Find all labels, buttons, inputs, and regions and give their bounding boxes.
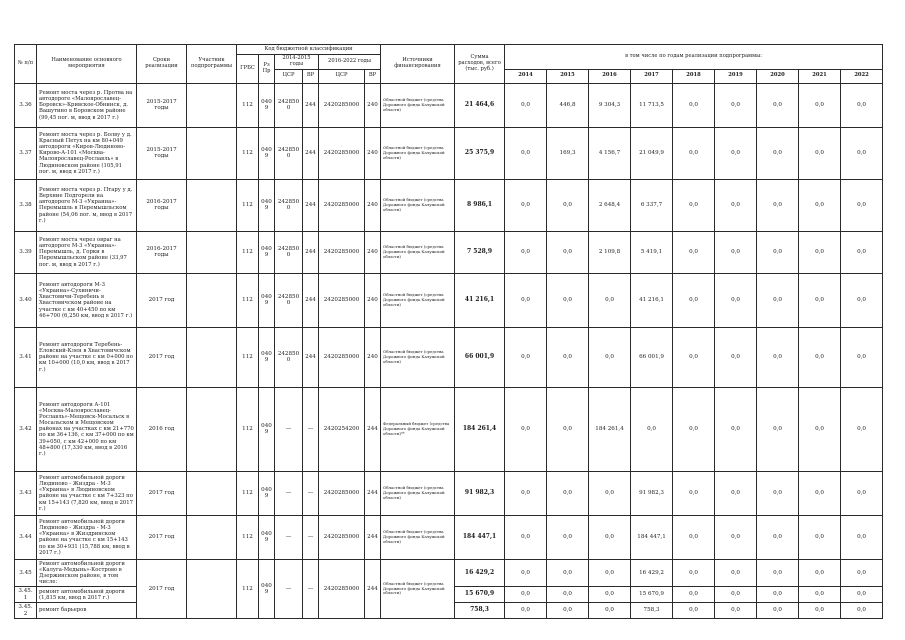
funding-source: Федеральный бюджет (средства Дорожного фонда Калужской области)** xyxy=(381,387,455,471)
total-sum: 21 464,6 xyxy=(455,83,505,127)
year-value: 0,0 xyxy=(757,387,799,471)
csr-code-2016: 2420285000 xyxy=(319,471,365,515)
funding-source: Областной бюджет (средства Дорожного фонда Калужской области) xyxy=(381,127,455,179)
vr-code-2014: 244 xyxy=(303,327,319,387)
year-value: 0,0 xyxy=(715,179,757,231)
csr-code-2016: 2420285000 xyxy=(319,559,365,618)
measure-name: Ремонт автомобильной дороги Людиново - Жиздра - М-3 «Украина» в Жиздринском районе на участке с км 15+143 по км 30+931 (15,788 км, ввод в 2017 г.) xyxy=(37,515,137,559)
vr-code-2014: 244 xyxy=(303,231,319,273)
header-rzpr: Рз Пр xyxy=(259,55,275,84)
year-value: 0,0 xyxy=(547,387,589,471)
funding-source: Областной бюджет (средства Дорожного фонда Калужской области) xyxy=(381,515,455,559)
year-value: 0,0 xyxy=(757,327,799,387)
year-value: 4 156,7 xyxy=(589,127,631,179)
table-row xyxy=(15,387,883,471)
grbs-code: 112 xyxy=(237,327,259,387)
vr-code-2016: 240 xyxy=(365,273,381,327)
year-value: 0,0 xyxy=(547,603,589,619)
total-sum: 91 982,3 xyxy=(455,471,505,515)
year-value: 0,0 xyxy=(757,603,799,619)
implementation-term: 2017 год xyxy=(137,273,187,327)
funding-source: Областной бюджет (средства Дорожного фонда Калужской области) xyxy=(381,471,455,515)
year-value: 91 982,3 xyxy=(631,471,673,515)
year-value: 0,0 xyxy=(715,603,757,619)
participant-cell xyxy=(187,127,237,179)
year-value: 0,0 xyxy=(547,515,589,559)
header-by-years: в том числе по годам реализации подпрограммы: xyxy=(505,45,883,70)
year-value: 0,0 xyxy=(757,231,799,273)
total-sum: 25 375,9 xyxy=(455,127,505,179)
year-value: 0,0 xyxy=(589,471,631,515)
header-year: 2016 xyxy=(589,69,631,83)
header-year: 2014 xyxy=(505,69,547,83)
year-value: 0,0 xyxy=(799,83,841,127)
total-sum: 66 001,9 xyxy=(455,327,505,387)
grbs-code: 112 xyxy=(237,273,259,327)
year-value: 758,3 xyxy=(631,603,673,619)
csr-code-2014: — xyxy=(275,515,303,559)
year-value: 0,0 xyxy=(799,127,841,179)
year-value: 0,0 xyxy=(547,231,589,273)
csr-code-2016: 2420285000 xyxy=(319,83,365,127)
vr-code-2014: 244 xyxy=(303,179,319,231)
table-row xyxy=(15,127,883,179)
year-value: 0,0 xyxy=(673,231,715,273)
funding-source: Областной бюджет (средства Дорожного фонда Калужской области) xyxy=(381,179,455,231)
year-value: 0,0 xyxy=(589,327,631,387)
header-year: 2017 xyxy=(631,69,673,83)
vr-code-2016: 244 xyxy=(365,515,381,559)
grbs-code: 112 xyxy=(237,127,259,179)
year-value: 0,0 xyxy=(547,327,589,387)
csr-code-2016: 2420285000 xyxy=(319,515,365,559)
year-value: 0,0 xyxy=(673,387,715,471)
rzpr-code: 0409 xyxy=(259,471,275,515)
year-value: 0,0 xyxy=(715,471,757,515)
total-sum: 16 429,2 xyxy=(455,559,505,586)
vr-code-2016: 240 xyxy=(365,231,381,273)
table-row xyxy=(15,273,883,327)
rzpr-code: 0409 xyxy=(259,127,275,179)
header-period-2: 2016-2022 годы xyxy=(319,55,381,70)
vr-code-2016: 244 xyxy=(365,559,381,618)
year-value: 0,0 xyxy=(715,231,757,273)
year-value: 0,0 xyxy=(505,587,547,603)
year-value: 0,0 xyxy=(841,515,883,559)
year-value: 0,0 xyxy=(505,559,547,586)
year-value: 0,0 xyxy=(799,231,841,273)
year-value: 0,0 xyxy=(757,587,799,603)
year-value: 0,0 xyxy=(715,327,757,387)
csr-code-2016: 2420285000 xyxy=(319,327,365,387)
vr-code-2016: 244 xyxy=(365,471,381,515)
year-value: 0,0 xyxy=(673,273,715,327)
year-value: 0,0 xyxy=(589,603,631,619)
measure-name: Ремонт моста через р. Протва на автодороге «Малоярославец-Боровск»-Кривское-Обнинск, д. Вашутино в Боровском районе (99,45 пог. м, ввод в 2017 г.) xyxy=(37,83,137,127)
measure-name: Ремонт автодороги А-101 «Москва-Малоярославец-Рославль»-Мещовск-Мосальск в Мосальском и Мещовском районах на участках с км 21+770 по км 36+136, с км 37+000 по км 39+050, с км 42+000 по км 48+800 (17,330 км, ввод в 2016 г.) xyxy=(37,387,137,471)
table-row xyxy=(15,83,883,127)
header-grbs: ГРБС xyxy=(237,55,259,84)
header-csr-1: ЦСР xyxy=(275,69,303,83)
year-value: 0,0 xyxy=(505,273,547,327)
year-value: 0,0 xyxy=(757,273,799,327)
funding-source: Областной бюджет (средства Дорожного фонда Калужской области) xyxy=(381,559,455,618)
vr-code-2016: 240 xyxy=(365,83,381,127)
year-value: 0,0 xyxy=(757,83,799,127)
year-value: 0,0 xyxy=(841,273,883,327)
year-value: 0,0 xyxy=(589,515,631,559)
total-sum: 184 447,1 xyxy=(455,515,505,559)
year-value: 16 429,2 xyxy=(631,559,673,586)
year-value: 0,0 xyxy=(841,471,883,515)
row-number: 3.37 xyxy=(15,127,37,179)
header-period-1: 2014-2015 годы xyxy=(275,55,319,70)
implementation-term: 2015-2017 годы xyxy=(137,83,187,127)
csr-code-2014: 2428500 xyxy=(275,327,303,387)
header-participant: Участник подпрограммы xyxy=(187,45,237,84)
header-source: Источники финансирования xyxy=(381,45,455,84)
grbs-code: 112 xyxy=(237,471,259,515)
year-value: 0,0 xyxy=(715,515,757,559)
vr-code-2014: 244 xyxy=(303,83,319,127)
year-value: 446,8 xyxy=(547,83,589,127)
funding-source: Областной бюджет (средства Дорожного фонда Калужской области) xyxy=(381,273,455,327)
funding-source: Областной бюджет (средства Дорожного фонда Калужской области) xyxy=(381,83,455,127)
row-number: 3.43 xyxy=(15,471,37,515)
implementation-term: 2017 год xyxy=(137,327,187,387)
year-value: 11 713,5 xyxy=(631,83,673,127)
year-value: 0,0 xyxy=(673,127,715,179)
header-budget-code: Код бюджетной классификации xyxy=(237,45,381,55)
csr-code-2016: 2420254200 xyxy=(319,387,365,471)
header-year: 2022 xyxy=(841,69,883,83)
participant-cell xyxy=(187,515,237,559)
year-value: 0,0 xyxy=(799,471,841,515)
grbs-code: 112 xyxy=(237,515,259,559)
year-value: 0,0 xyxy=(673,559,715,586)
measure-name: ремонт автомобильной дороги (1,815 км, ввод в 2017 г.) xyxy=(37,587,137,603)
year-value: 0,0 xyxy=(841,83,883,127)
year-value: 0,0 xyxy=(505,83,547,127)
year-value: 184 261,4 xyxy=(589,387,631,471)
year-value: 66 001,9 xyxy=(631,327,673,387)
total-sum: 8 986,1 xyxy=(455,179,505,231)
year-value: 0,0 xyxy=(505,471,547,515)
year-value: 0,0 xyxy=(505,127,547,179)
vr-code-2016: 244 xyxy=(365,387,381,471)
budget-table xyxy=(14,44,883,619)
csr-code-2016: 2420285000 xyxy=(319,179,365,231)
implementation-term: 2017 год xyxy=(137,471,187,515)
year-value: 0,0 xyxy=(799,515,841,559)
row-number: 3.40 xyxy=(15,273,37,327)
row-number: 3.45 xyxy=(15,559,37,586)
measure-name: Ремонт моста через овраг на автодороге М-3 «Украина»-Перемышль, д. Горки в Перемышльском районе (33,97 пог. м, ввод в 2017 г.) xyxy=(37,231,137,273)
csr-code-2014: — xyxy=(275,471,303,515)
year-value: 0,0 xyxy=(715,273,757,327)
year-value: 0,0 xyxy=(715,83,757,127)
grbs-code: 112 xyxy=(237,83,259,127)
year-value: 0,0 xyxy=(547,559,589,586)
year-value: 0,0 xyxy=(673,515,715,559)
header-sum: Сумма расходов, всего (тыс. руб.) xyxy=(455,45,505,84)
year-value: 0,0 xyxy=(589,273,631,327)
year-value: 2 109,8 xyxy=(589,231,631,273)
measure-name: Ремонт автодороги Теребень-Еловский-Клен в Хвастовичском районе на участке с км 0+000 по км 10+000 (10,0 км, ввод в 2017 г.) xyxy=(37,327,137,387)
measure-name: Ремонт автодороги М-3 «Украина»-Сухиничи-Хвастовичи-Теребень в Хвастовичском районе на участке с км 40+450 по км 46+700 (6,250 км, ввод в 2017 г.) xyxy=(37,273,137,327)
year-value: 0,0 xyxy=(505,179,547,231)
csr-code-2014: — xyxy=(275,387,303,471)
year-value: 2 648,4 xyxy=(589,179,631,231)
participant-cell xyxy=(187,83,237,127)
year-value: 0,0 xyxy=(841,587,883,603)
row-number: 3.36 xyxy=(15,83,37,127)
table-row xyxy=(15,559,883,586)
implementation-term: 2016-2017 годы xyxy=(137,179,187,231)
participant-cell xyxy=(187,231,237,273)
year-value: 0,0 xyxy=(505,231,547,273)
year-value: 9 304,3 xyxy=(589,83,631,127)
row-number: 3.45.1 xyxy=(15,587,37,603)
csr-code-2014: 2428500 xyxy=(275,83,303,127)
participant-cell xyxy=(187,471,237,515)
year-value: 0,0 xyxy=(757,127,799,179)
measure-name: Ремонт моста через р. Птару у д. Верхние Подгорели на автодороге М-3 «Украина»-Перемышль в Перемышльском районе (54,06 пог. м, ввод в 2017 г.) xyxy=(37,179,137,231)
year-value: 0,0 xyxy=(715,127,757,179)
rzpr-code: 0409 xyxy=(259,231,275,273)
rzpr-code: 0409 xyxy=(259,273,275,327)
rzpr-code: 0409 xyxy=(259,387,275,471)
year-value: 0,0 xyxy=(673,179,715,231)
row-number: 3.38 xyxy=(15,179,37,231)
grbs-code: 112 xyxy=(237,231,259,273)
year-value: 0,0 xyxy=(673,603,715,619)
participant-cell xyxy=(187,273,237,327)
table-row xyxy=(15,231,883,273)
measure-name: ремонт барьеров xyxy=(37,603,137,619)
header-year: 2015 xyxy=(547,69,589,83)
total-sum: 7 528,9 xyxy=(455,231,505,273)
rzpr-code: 0409 xyxy=(259,515,275,559)
row-number: 3.39 xyxy=(15,231,37,273)
funding-source: Областной бюджет (средства Дорожного фонда Калужской области) xyxy=(381,231,455,273)
year-value: 21 049,9 xyxy=(631,127,673,179)
year-value: 5 419,1 xyxy=(631,231,673,273)
rzpr-code: 0409 xyxy=(259,179,275,231)
year-value: 0,0 xyxy=(841,231,883,273)
year-value: 0,0 xyxy=(505,327,547,387)
vr-code-2016: 240 xyxy=(365,327,381,387)
csr-code-2016: 2420285000 xyxy=(319,231,365,273)
csr-code-2014: 2428500 xyxy=(275,231,303,273)
year-value: 0,0 xyxy=(589,587,631,603)
year-value: 0,0 xyxy=(547,179,589,231)
row-number: 3.42 xyxy=(15,387,37,471)
vr-code-2014: — xyxy=(303,559,319,618)
implementation-term: 2016 год xyxy=(137,387,187,471)
year-value: 0,0 xyxy=(673,587,715,603)
table-row xyxy=(15,327,883,387)
year-value: 0,0 xyxy=(841,559,883,586)
year-value: 169,3 xyxy=(547,127,589,179)
grbs-code: 112 xyxy=(237,179,259,231)
csr-code-2016: 2420285000 xyxy=(319,273,365,327)
participant-cell xyxy=(187,559,237,618)
implementation-term: 2016-2017 годы xyxy=(137,231,187,273)
table-row xyxy=(15,471,883,515)
year-value: 0,0 xyxy=(799,603,841,619)
year-value: 41 216,1 xyxy=(631,273,673,327)
header-year: 2021 xyxy=(799,69,841,83)
year-value: 0,0 xyxy=(841,387,883,471)
vr-code-2016: 240 xyxy=(365,179,381,231)
year-value: 0,0 xyxy=(547,273,589,327)
year-value: 0,0 xyxy=(799,179,841,231)
total-sum: 758,3 xyxy=(455,603,505,619)
implementation-term: 2017 год xyxy=(137,559,187,618)
table-row xyxy=(15,515,883,559)
vr-code-2014: 244 xyxy=(303,127,319,179)
header-year: 2019 xyxy=(715,69,757,83)
header-vr-1: ВР xyxy=(303,69,319,83)
year-value: 15 670,9 xyxy=(631,587,673,603)
year-value: 0,0 xyxy=(799,327,841,387)
csr-code-2014: 2428500 xyxy=(275,273,303,327)
header-term: Сроки реализации xyxy=(137,45,187,84)
year-value: 0,0 xyxy=(757,515,799,559)
year-value: 6 337,7 xyxy=(631,179,673,231)
rzpr-code: 0409 xyxy=(259,327,275,387)
header-no: № п/п xyxy=(15,45,37,84)
year-value: 0,0 xyxy=(841,127,883,179)
year-value: 0,0 xyxy=(841,603,883,619)
measure-name: Ремонт автомобильной дороги Людиново - Жиздра - М-3 «Украина» в Людиновском районе на участке с км 7+323 по км 15+143 (7,820 км, ввод в 2017 г.) xyxy=(37,471,137,515)
participant-cell xyxy=(187,327,237,387)
year-value: 0,0 xyxy=(799,587,841,603)
vr-code-2014: — xyxy=(303,471,319,515)
funding-source: Областной бюджет (средства Дорожного фонда Калужской области) xyxy=(381,327,455,387)
year-value: 0,0 xyxy=(757,559,799,586)
budget-table-sheet xyxy=(14,44,880,619)
measure-name: Ремонт автомобильной дороги «Калуга-Медынь»-Кострово в Дзержинском районе, в том числе: xyxy=(37,559,137,586)
implementation-term: 2015-2017 годы xyxy=(137,127,187,179)
year-value: 0,0 xyxy=(631,387,673,471)
header-vr-2: ВР xyxy=(365,69,381,83)
implementation-term: 2017 год xyxy=(137,515,187,559)
csr-code-2014: 2428500 xyxy=(275,127,303,179)
year-value: 0,0 xyxy=(799,273,841,327)
year-value: 0,0 xyxy=(673,83,715,127)
year-value: 0,0 xyxy=(841,327,883,387)
total-sum: 184 261,4 xyxy=(455,387,505,471)
vr-code-2014: 244 xyxy=(303,273,319,327)
row-number: 3.44 xyxy=(15,515,37,559)
vr-code-2016: 240 xyxy=(365,127,381,179)
row-number: 3.45.2 xyxy=(15,603,37,619)
header-csr-2: ЦСР xyxy=(319,69,365,83)
year-value: 0,0 xyxy=(799,559,841,586)
grbs-code: 112 xyxy=(237,387,259,471)
measure-name: Ремонт моста через р. Болву у д. Красный Петух на км 80+049 автодороги «Киров-Людиново-Кирово-А-101 «Москва-Малоярославец-Рославль» в Людиновском районе (105,91 пог. м, ввод в 2017 г.) xyxy=(37,127,137,179)
vr-code-2014: — xyxy=(303,387,319,471)
year-value: 0,0 xyxy=(757,471,799,515)
year-value: 0,0 xyxy=(715,559,757,586)
year-value: 0,0 xyxy=(799,387,841,471)
header-name: Наименование основного мероприятия xyxy=(37,45,137,84)
year-value: 0,0 xyxy=(505,515,547,559)
vr-code-2014: — xyxy=(303,515,319,559)
year-value: 0,0 xyxy=(757,179,799,231)
year-value: 0,0 xyxy=(505,603,547,619)
year-value: 0,0 xyxy=(841,179,883,231)
rzpr-code: 0409 xyxy=(259,83,275,127)
year-value: 0,0 xyxy=(715,387,757,471)
year-value: 0,0 xyxy=(505,387,547,471)
row-number: 3.41 xyxy=(15,327,37,387)
year-value: 0,0 xyxy=(673,327,715,387)
year-value: 184 447,1 xyxy=(631,515,673,559)
year-value: 0,0 xyxy=(715,587,757,603)
rzpr-code: 0409 xyxy=(259,559,275,618)
csr-code-2016: 2420285000 xyxy=(319,127,365,179)
year-value: 0,0 xyxy=(673,471,715,515)
csr-code-2014: 2428500 xyxy=(275,179,303,231)
participant-cell xyxy=(187,387,237,471)
header-year: 2018 xyxy=(673,69,715,83)
csr-code-2014: — xyxy=(275,559,303,618)
total-sum: 41 216,1 xyxy=(455,273,505,327)
total-sum: 15 670,9 xyxy=(455,587,505,603)
grbs-code: 112 xyxy=(237,559,259,618)
year-value: 0,0 xyxy=(547,471,589,515)
participant-cell xyxy=(187,179,237,231)
header-year: 2020 xyxy=(757,69,799,83)
year-value: 0,0 xyxy=(547,587,589,603)
year-value: 0,0 xyxy=(589,559,631,586)
table-row xyxy=(15,179,883,231)
